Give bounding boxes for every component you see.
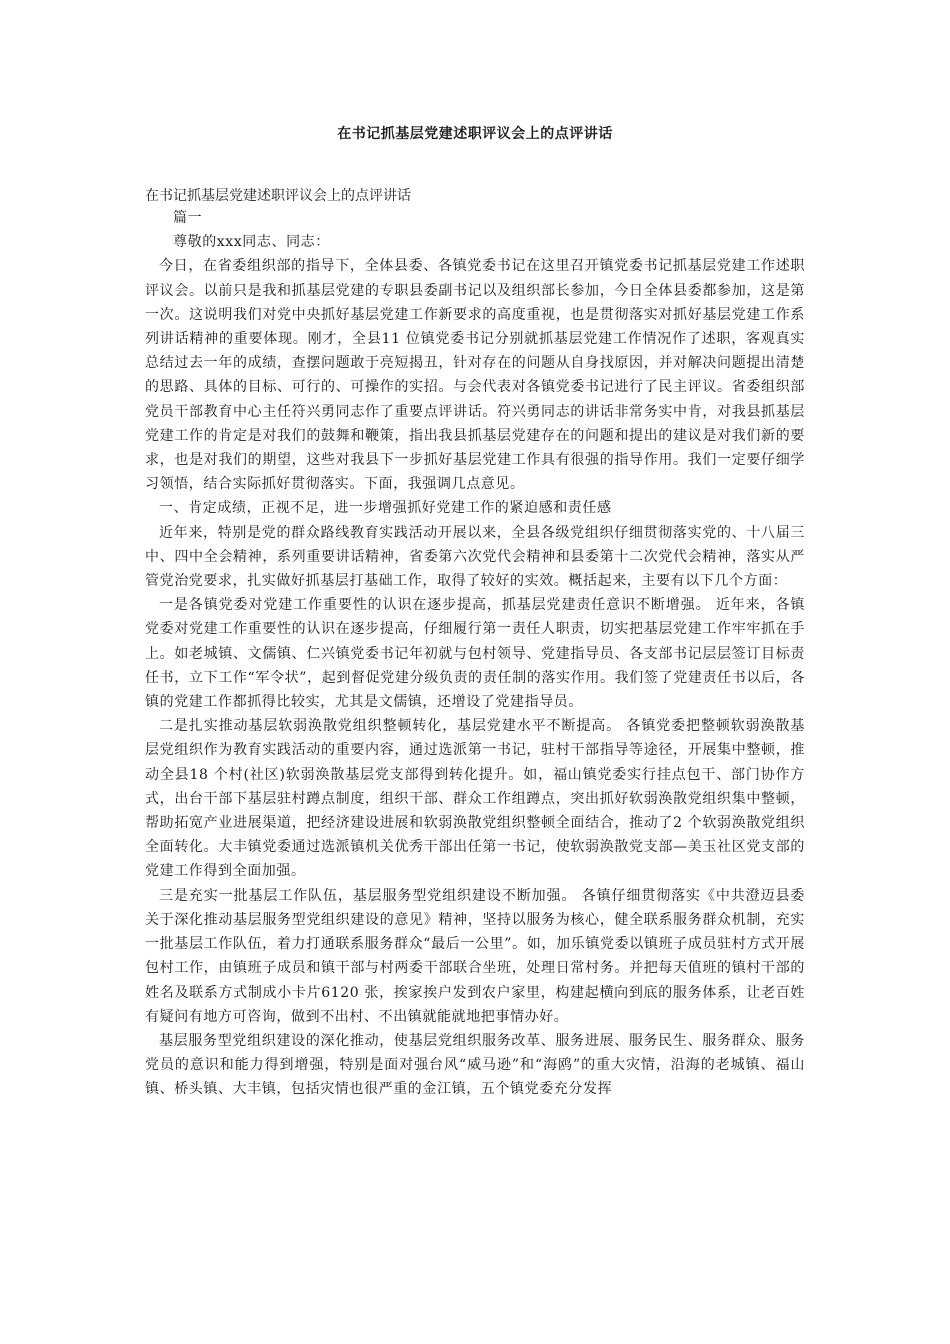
document-subtitle: 在书记抓基层党建述职评议会上的点评讲话 — [145, 188, 411, 204]
section-heading-1: 一、肯定成绩，正视不足，进一步增强抓好党建工作的紧迫感和责任感 — [159, 500, 612, 517]
paragraph-opening: 今日，在省委组织部的指导下，全体县委、各镇党委书记在这里召开镇党委书记抓基层党建工作述职评议会。以前只是我和抓基层党建的专职县委副书记以及组织部长参加，今日全体县委都参加，这是第一次。这说明我们对党中央抓好基层党建工作新要求的高度重视，也是贯彻落实对抓好基层党建工作系列讲话精神的重要体现。刚才，全县11 位镇党委书记分别就抓基层党建工作情况作了述职，客观真实总结过去一年的成绩，查摆问题敢于亮短揭丑，针对存在的问题从自身找原因，并对解决问题提出清楚的思路、具体的目标、可行的、可操作的实招。与会代表对各镇党委书记进行了民主评议。省委组织部党员干部教育中心主任符兴勇同志作了重要点评讲话。符兴勇同志的讲话非常务实中肯，对我县抓基层党建工作的肯定是对我们的鼓舞和鞭策，指出我县抓基层党建存在的问题和提出的建议是对我们新的要求，也是对我们的期望，这些对我县下一步抓好基层党建工作具有很强的指导作用。我们一定要仔细学习领悟，结合实际抓好贯彻落实。下面，我强调几点意见。 — [145, 258, 805, 493]
paragraph-point-2: 二是扎实推动基层软弱涣散党组织整顿转化，基层党建水平不断提高。 各镇党委把整顿软弱涣散基层党组织作为教育实践活动的重要内容，通过选派第一书记，驻村干部指导等途径，开展集中整顿，推动全县18 个村(社区)软弱涣散基层党支部得到转化提升。如，福山镇党委实行挂点包干、部门协作方式，出台干部下基层驻村蹲点制度，组织干部、群众工作组蹲点，突出抓好软弱涣散党组织集中整顿，帮助拓宽产业进展渠道，把经济建设进展和软弱涣散党组织整顿全面结合，推动了2 个软弱涣散党组织全面转化。大丰镇党委通过选派镇机关优秀干部出任第一书记，使软弱涣散党支部—美玉社区党支部的党建工作得到全面加强。 — [145, 718, 805, 880]
paragraph-service: 基层服务型党组织建设的深化推动，使基层党组织服务改革、服务进展、服务民生、服务群众、服务党员的意识和能力得到增强，特别是面对强台风“威马逊”和“海鸥”的重大灾情，沿海的老城镇、福山镇、桥头镇、大丰镇，包括灾情也很严重的金江镇，五个镇党委充分发挥 — [145, 1032, 805, 1098]
paragraph-point-1: 一是各镇党委对党建工作重要性的认识在逐步提高，抓基层党建责任意识不断增强。 近年来，各镇党委对党建工作重要性的认识在逐步提高，仔细履行第一责任人职责，切实把基层党建工作牢牢抓在手上。如老城镇、文儒镇、仁兴镇党委书记年初就与包村领导、党建指导员、各支部书记层层签订目标责任书，立下工作“军令状”，起到督促党建分级负责的责任制的落实作用。我们签了党建责任书以后，各镇的党建工作都抓得比较实，尤其是文儒镇，还增设了党建指导员。 — [145, 597, 805, 711]
paragraph-point-3: 三是充实一批基层工作队伍，基层服务型党组织建设不断加强。 各镇仔细贯彻落实《中共澄迈县委关于深化推动基层服务型党组织建设的意见》精神，坚持以服务为核心，健全联系服务群众机制，充实一批基层工作队伍，着力打通联系服务群众“最后一公里”。如，加乐镇党委以镇班子成员驻村方式开展包村工作，由镇班子成员和镇干部与村两委干部联合坐班，处理日常村务。并把每天值班的镇村干部的姓名及联系方式制成小卡片6120 张，挨家挨户发到农户家里，构建起横向到底的服务体系，让老百姓有疑问有地方可咨询，做到不出村、不出镇就能就地把事情办好。 — [145, 887, 805, 1025]
document-page — [145, 124, 805, 1102]
paragraph-overview: 近年来，特别是党的群众路线教育实践活动开展以来，全县各级党组织仔细贯彻落实党的、十八届三中、四中全会精神，系列重要讲话精神，省委第六次党代会精神和县委第十二次党代会精神，落实从严管党治党要求，扎实做好抓基层打基础工作，取得了较好的实效。概括起来，主要有以下几个方面： — [145, 524, 805, 590]
salutation: 尊敬的xxx同志、同志： — [173, 234, 330, 251]
part-label: 篇一 — [173, 210, 203, 226]
document-title: 在书记抓基层党建述职评议会上的点评讲话 — [337, 126, 613, 142]
